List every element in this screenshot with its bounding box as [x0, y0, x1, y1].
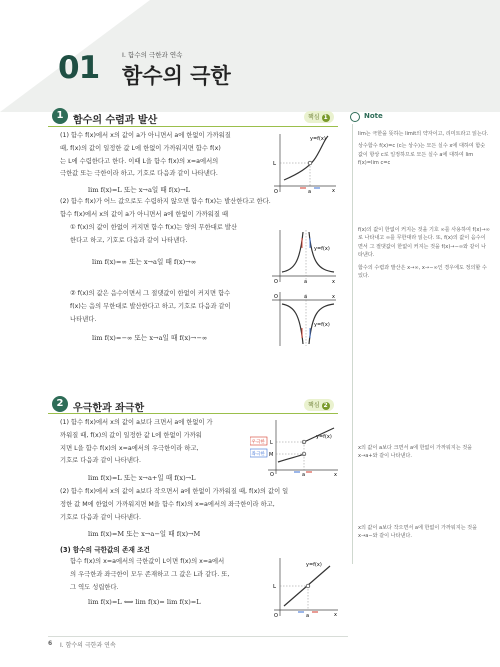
note-item: x의 값이 a보다 작으면서 a에 한없이 가까워지는 것을 x→a−와 같이 나타낸다. — [358, 525, 478, 540]
text-line: 함수 f(x)의 x=a에서의 극한값이 L이면 f(x)의 x=a에서 — [70, 558, 225, 565]
text-line: 기호로 다음과 같이 나타낸다. — [60, 457, 141, 465]
text-line: 기호로 다음과 같이 나타낸다. — [60, 513, 141, 521]
section1-number: 1 — [52, 108, 68, 124]
page-number: 6 — [48, 640, 53, 647]
text-line: 는 L에 수렴한다고 한다. 이때 L을 함수 f(x)의 x=a에서의 — [60, 157, 219, 165]
graph-label: O — [270, 472, 274, 476]
text-line: (1) 함수 f(x)에서 x의 값이 a가 아니면서 a에 한없이 가까워질 — [60, 132, 231, 139]
graph-label: a — [306, 613, 310, 618]
graph-positive-infinity — [268, 228, 338, 284]
s1-formula3: lim f(x)=−∞ 또는 x→a일 때 f(x)→−∞ — [92, 334, 208, 342]
graph-label: L — [273, 584, 277, 590]
section2-number: 2 — [52, 396, 68, 412]
text-line: 극한값 또는 극한이라 하고, 기호로 다음과 같이 나타낸다. — [60, 170, 218, 178]
s1-formula2: lim f(x)=∞ 또는 x→a일 때 f(x)→∞ — [92, 258, 197, 266]
s2-formula2: lim f(x)=M 또는 x→a−일 때 f(x)→M — [88, 530, 201, 538]
graph-negative-infinity — [268, 290, 338, 348]
s1-para2 — [60, 196, 345, 222]
graph-label: a — [302, 472, 306, 476]
graph-label: x — [332, 279, 335, 284]
text-line: 의 우극한과 좌극한이 모두 존재하고 그 값은 L과 같다. 또, — [70, 570, 230, 578]
graph-label: M — [269, 452, 274, 458]
footer-text: I. 함수의 극한과 연속 — [60, 642, 116, 649]
note-title: Note — [364, 112, 383, 120]
s2-para2 — [60, 486, 345, 524]
text-line: 때, f(x)의 값이 일정한 값 L에 한없이 가까워지면 함수 f(x) — [60, 144, 221, 152]
text-line: ① f(x)의 값이 한없이 커지면 함수 f(x)는 양의 무한대로 발산 — [70, 224, 238, 231]
s2-para1 — [60, 417, 260, 468]
text-line: 지면 L을 함수 f(x)의 x=a에서의 우극한이라 하고, — [60, 444, 199, 452]
graph-convergence — [268, 130, 338, 194]
graph-label: y=f(x) — [314, 246, 330, 252]
graph-label: x — [334, 612, 337, 618]
text-line: 그 역도 성립한다. — [70, 583, 119, 591]
graph-label: a — [308, 189, 312, 194]
note-item: f(x)의 값이 한없이 커지는 것을 기호 ∞를 사용하여 f(x)→∞로 나타내고 ∞를 무한대라 읽는다. 또, f(x)의 값이 음수이면서 그 절댓값이 한없이 커지는 것을 f(x)→−∞와 같이 나타낸다. — [358, 227, 490, 259]
graph-label: a — [304, 294, 308, 300]
note-list-4 — [358, 524, 490, 541]
unit-label: I. 함수의 극한과 연속 — [122, 51, 183, 59]
note-icon — [350, 112, 360, 122]
s2-formula3: lim f(x)=L ⟺ lim f(x)= lim f(x)=L — [88, 598, 201, 606]
graph-label: L — [270, 440, 273, 446]
graph-label: L — [273, 161, 277, 167]
graph-label: y=f(x) — [306, 562, 322, 568]
section2-title: 우극한과 좌극한 — [73, 403, 145, 414]
text-line: 함수 f(x)에서 x의 값이 a가 아니면서 a에 한없이 가까워질 때 — [60, 210, 229, 218]
s2-formula1: lim f(x)=L 또는 x→a+일 때 f(x)→L — [88, 474, 196, 482]
note-item: x의 값이 a보다 크면서 a에 한없이 가까워지는 것을 x→a+와 같이 나타낸다. — [358, 445, 473, 460]
text-line: (2) 함수 f(x)에서 x의 값이 a보다 작으면서 a에 한없이 가까워질 때, f(x)의 값이 일 — [60, 488, 289, 495]
left-limit-label: 좌극한 — [251, 452, 265, 457]
section1-badge: 핵심 1 — [304, 111, 334, 123]
graph-label: x — [332, 188, 335, 194]
graph-label: O — [274, 613, 278, 618]
graph-label: O — [274, 279, 278, 284]
graph-label: a — [304, 279, 308, 284]
note-item: lim는 극한을 뜻하는 limit의 약자이고, 리미트라고 읽는다. — [358, 131, 489, 137]
text-line: 나타낸다. — [70, 315, 97, 323]
chapter-number: 01 — [58, 50, 100, 86]
graph-one-sided-limits — [250, 418, 340, 476]
graph-label: x — [332, 294, 335, 300]
text-line: ② f(x)의 값은 음수이면서 그 절댓값이 한없이 커지면 함수 — [70, 290, 231, 297]
note-item: 상수함수 f(x)=c (c는 상수)는 모든 실수 x에 대하여 함숫값이 항상 c로 일정하므로 모든 실수 a에 대하여 lim f(x)=lim c=c — [358, 143, 486, 167]
graph-label: O — [274, 294, 278, 300]
s1-formula1: lim f(x)=L 또는 x→a일 때 f(x)→L — [88, 186, 191, 194]
text-line: (1) 함수 f(x)에서 x의 값이 a보다 크면서 a에 한없이 가 — [60, 419, 213, 426]
chapter-title: 함수의 극한 — [122, 64, 231, 88]
graph-limit-existence — [268, 556, 340, 618]
footer-rule — [48, 636, 348, 637]
note-rule — [352, 124, 353, 564]
s1-para2a — [70, 222, 280, 248]
s2-para3 — [70, 556, 275, 594]
text-line: f(x)는 음의 무한대로 발산한다고 하고, 기호로 다음과 같이 — [70, 302, 231, 310]
text-line: 정한 값 M에 한없이 가까워지면 M을 함수 f(x)의 x=a에서의 좌극한이라 하고, — [60, 500, 275, 508]
graph-label: y=f(x) — [314, 322, 330, 328]
note-list-3 — [358, 444, 490, 461]
note-list — [358, 130, 490, 168]
s2-p3-title: (3) 함수의 극한값의 존재 조건 — [60, 546, 150, 554]
graph-label: O — [274, 189, 278, 194]
section1-rule — [48, 126, 338, 127]
note-list-2 — [358, 226, 490, 280]
text-line: 까워질 때, f(x)의 값이 일정한 값 L에 한없이 가까워 — [60, 431, 202, 439]
s1-para1 — [60, 130, 275, 181]
section2-badge: 핵심 2 — [304, 399, 334, 411]
note-item: 함수의 수렴과 발산은 x→∞, x→−∞인 경우에도 정의할 수 있다. — [358, 264, 487, 280]
section1-title: 함수의 수렴과 발산 — [73, 115, 158, 126]
s1-para2b — [70, 288, 280, 326]
graph-label: x — [334, 472, 337, 476]
text-line: (2) 함수 f(x)가 어느 값으로도 수렴하지 않으면 함수 f(x)는 발산한다고 한다. — [60, 198, 271, 205]
text-line: 한다고 하고, 기호로 다음과 같이 나타낸다. — [70, 236, 188, 244]
graph-label: y=f(x) — [310, 136, 326, 142]
right-limit-label: 우극한 — [251, 440, 265, 445]
graph-label: y=f(x) — [316, 434, 332, 440]
